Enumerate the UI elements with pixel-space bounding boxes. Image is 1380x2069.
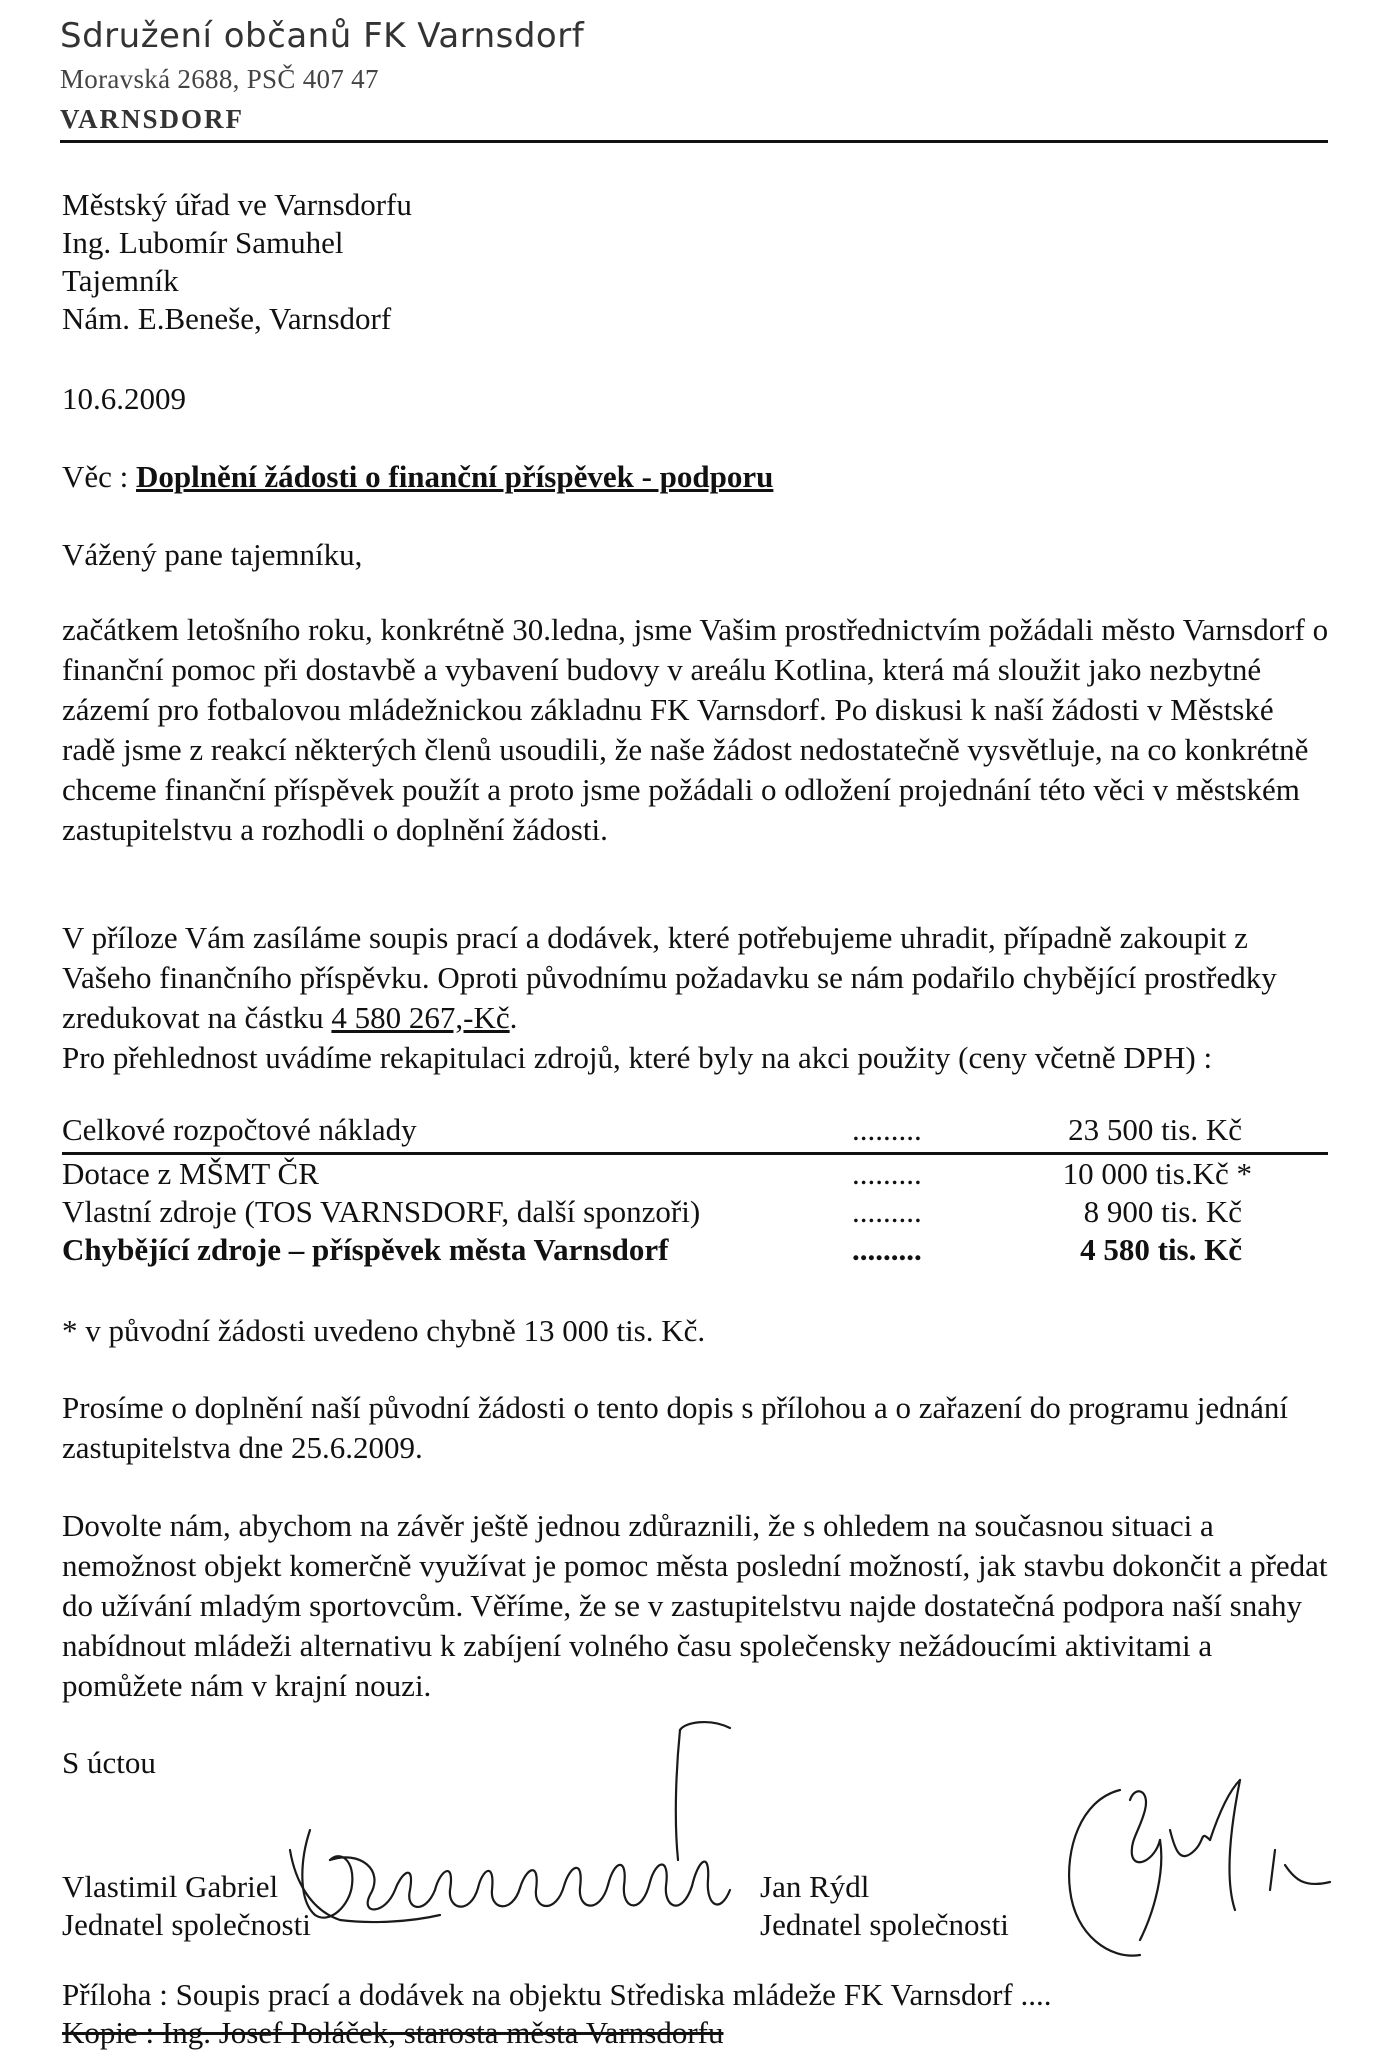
budget-label: Chybějící zdroje – příspěvek města Varnsdorf [62, 1232, 669, 1267]
subject-text: Doplnění žádosti o finanční příspěvek - podporu [136, 459, 774, 494]
salutation: Vážený pane tajemníku, [62, 537, 363, 572]
paragraph-attachment-end: . [509, 1000, 518, 1035]
recipient-address: Nám. E.Beneše, Varnsdorf [62, 301, 392, 336]
paragraph-request: Prosíme o doplnění naší původní žádosti o tento dopis s přílohou a o zařazení do programu jednání zastupitelstva dne 25.6.2009. [62, 1390, 1288, 1465]
budget-divider [62, 1152, 1328, 1155]
organization-city: VARNSDORF [60, 104, 245, 134]
signatory-2-name: Jan Rýdl [760, 1869, 870, 1904]
paragraph-attachment-text: V příloze Vám zasíláme soupis prací a dodávek, které potřebujeme uhradit, případně zakoupit z Vašeho finančního příspěvku. Oproti původnímu požadavku se nám podařilo chybějící prostředky zredukovat na částku [62, 920, 1277, 1035]
budget-row-missing [62, 1232, 1242, 1272]
budget-label: Celkové rozpočtové náklady [62, 1112, 417, 1147]
budget-dots: ......... [852, 1232, 922, 1267]
budget-dots: ......... [852, 1194, 922, 1229]
signatory-1-name: Vlastimil Gabriel [62, 1869, 279, 1904]
recipient-title: Tajemník [62, 263, 179, 298]
copy-note: Kopie : Ing. Josef Poláček, starosta města Varnsdorfu [62, 2015, 724, 2050]
budget-dots: ......... [852, 1112, 922, 1147]
organization-name: Sdružení občanů FK Varnsdorf [60, 16, 585, 56]
footnote: * v původní žádosti uvedeno chybně 13 000 tis. Kč. [62, 1313, 706, 1348]
budget-row-total [62, 1112, 1242, 1152]
signatory-2-role: Jednatel společnosti [760, 1907, 1009, 1942]
closing: S úctou [62, 1745, 156, 1780]
paragraph-closing: Dovolte nám, abychom na závěr ještě jednou zdůraznili, že s ohledem na současnou situaci a nemožnost objekt komerčně využívat je pomoc města poslední možností, jak stavbu dokončit a předat do užívání mladým sportovcům. Věříme, že se v zastupitelstvu najde dostatečná podpora naší snahy nabídnout mládeži alternativu k zabíjení volného času společensky nežádoucími aktivitami a pomůžete nám v krajní nouzi. [62, 1508, 1328, 1703]
paragraph-intro: začátkem letošního roku, konkrétně 30.ledna, jsme Vašim prostřednictvím požádali město Varnsdorf o finanční pomoc při dostavbě a vybavení budovy v areálu Kotlina, která má sloužit jako nezbytné zázemí pro fotbalovou mládežnickou základnu FK Varnsdorf. Po diskusi k naší žádosti v Městské radě jsme z reakcí některých členů usoudili, že naše žádost nedostatečně vysvětluje, na co konkrétně chceme finanční příspěvek použít a proto jsme požádali o odložení projednání této věci v městském zastupitelstvu a rozhodli o doplnění žádosti. [62, 612, 1329, 847]
budget-value: 4 580 tis. Kč [1080, 1232, 1242, 1267]
budget-dots: ......... [852, 1156, 922, 1191]
letterhead-divider [60, 140, 1328, 143]
attachment-note: Příloha : Soupis prací a dodávek na objektu Střediska mládeže FK Varnsdorf .... [62, 1977, 1052, 2012]
paragraph-attachment [62, 918, 1332, 1078]
letter-date: 10.6.2009 [62, 381, 186, 416]
budget-label: Vlastní zdroje (TOS VARNSDORF, další sponzoři) [62, 1194, 701, 1229]
signature-gabriel [290, 1710, 810, 1950]
organization-address: Moravská 2688, PSČ 407 47 [60, 64, 379, 94]
budget-value: 10 000 tis.Kč * [1062, 1156, 1252, 1191]
requested-amount: 4 580 267,-Kč [331, 1000, 510, 1035]
budget-value: 8 900 tis. Kč [1083, 1194, 1242, 1229]
signatory-1-role: Jednatel společnosti [62, 1907, 311, 1942]
recipient-name: Ing. Lubomír Samuhel [62, 225, 344, 260]
budget-label: Dotace z MŠMT ČR [62, 1156, 319, 1191]
recipient-office: Městský úřad ve Varnsdorfu [62, 187, 412, 222]
subject-line [62, 456, 773, 497]
budget-row-grant [62, 1156, 1252, 1196]
signature-rydl [1060, 1770, 1340, 1970]
budget-value: 23 500 tis. Kč [1068, 1112, 1242, 1147]
subject-label: Věc : [62, 459, 129, 494]
budget-row-own [62, 1194, 1242, 1234]
recap-intro: Pro přehlednost uvádíme rekapitulaci zdrojů, které byly na akci použity (ceny včetně DPH) : [62, 1040, 1213, 1075]
